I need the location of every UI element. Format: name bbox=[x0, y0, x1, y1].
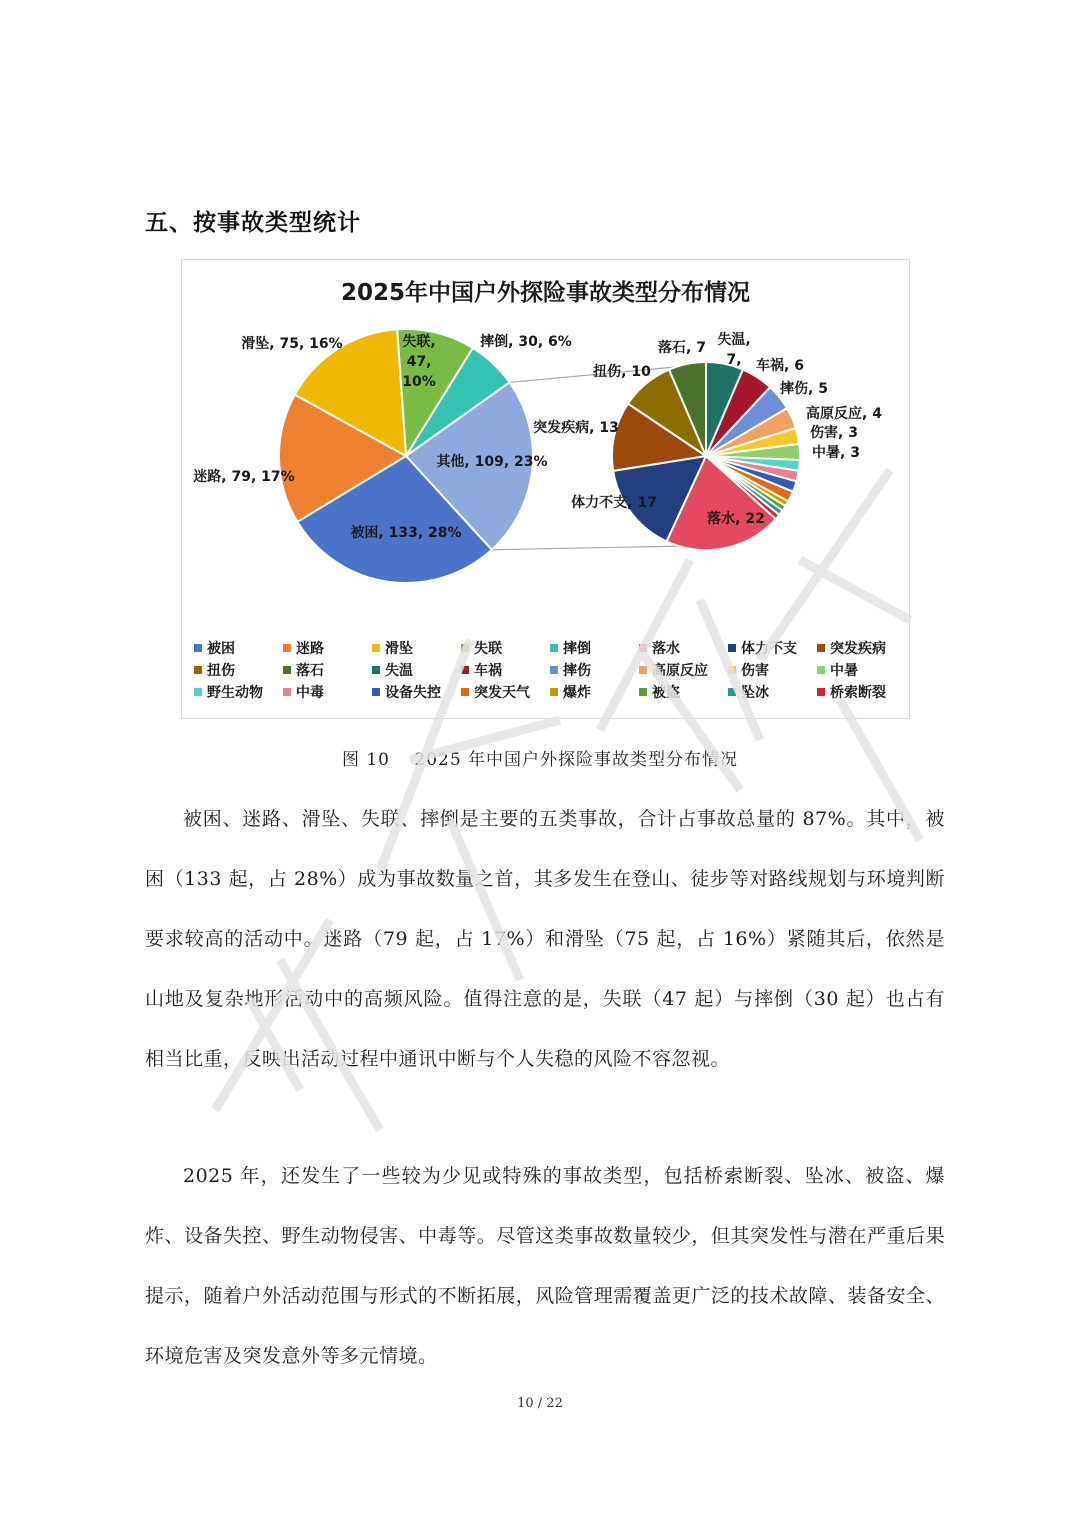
legend-item bbox=[461, 660, 502, 680]
data-label: 体力不支, 17 bbox=[571, 495, 657, 511]
legend-swatch bbox=[194, 688, 202, 696]
data-label: 突发疾病, 13 bbox=[533, 420, 619, 436]
data-label: 迷路, 79, 17% bbox=[193, 469, 295, 485]
legend-swatch bbox=[550, 688, 558, 696]
legend-item bbox=[817, 638, 886, 658]
legend-swatch bbox=[639, 666, 647, 674]
legend-swatch bbox=[372, 644, 380, 652]
legend-item bbox=[817, 682, 886, 702]
legend-item bbox=[817, 660, 858, 680]
legend-item bbox=[639, 682, 680, 702]
legend-swatch bbox=[639, 644, 647, 652]
legend-label: 突发天气 bbox=[474, 685, 530, 701]
legend-label: 体力不支 bbox=[741, 641, 797, 657]
legend-swatch bbox=[817, 688, 825, 696]
legend-swatch bbox=[194, 644, 202, 652]
legend-label: 爆炸 bbox=[563, 685, 591, 701]
data-label: 摔伤, 5 bbox=[780, 381, 828, 397]
legend-swatch bbox=[817, 644, 825, 652]
legend-item bbox=[639, 660, 708, 680]
legend-label: 中暑 bbox=[830, 663, 858, 679]
data-label: 高原反应, 4 bbox=[806, 406, 882, 422]
legend-item bbox=[194, 638, 235, 658]
data-label: 47, bbox=[406, 354, 432, 370]
legend-label: 失联 bbox=[474, 641, 502, 657]
data-label: 摔倒, 30, 6% bbox=[480, 334, 572, 350]
legend-item bbox=[728, 638, 797, 658]
legend-swatch bbox=[372, 688, 380, 696]
pie-chart bbox=[181, 259, 910, 719]
legend-label: 伤害 bbox=[741, 663, 769, 679]
legend-item bbox=[283, 660, 324, 680]
data-label: 滑坠, 75, 16% bbox=[241, 336, 343, 352]
legend-item bbox=[194, 682, 263, 702]
legend-item bbox=[639, 638, 680, 658]
legend-swatch bbox=[728, 644, 736, 652]
legend-swatch bbox=[283, 644, 291, 652]
legend-label: 野生动物 bbox=[207, 685, 263, 701]
legend-item bbox=[461, 682, 530, 702]
data-label: 伤害, 3 bbox=[810, 425, 858, 441]
legend-label: 摔倒 bbox=[563, 641, 591, 657]
legend-label: 落水 bbox=[652, 641, 680, 657]
legend-label: 被盗 bbox=[652, 685, 680, 701]
legend-swatch bbox=[461, 688, 469, 696]
legend-label: 失温 bbox=[385, 663, 413, 679]
legend-item bbox=[194, 660, 235, 680]
legend-label: 迷路 bbox=[296, 641, 324, 657]
legend-item bbox=[550, 638, 591, 658]
legend-swatch bbox=[550, 666, 558, 674]
legend-label: 摔伤 bbox=[563, 663, 591, 679]
legend-item bbox=[728, 682, 769, 702]
figure-caption: 图 10 2025 年中国户外探险事故类型分布情况 bbox=[341, 750, 739, 770]
legend-label: 突发疾病 bbox=[830, 641, 886, 657]
legend-label: 被困 bbox=[207, 641, 235, 657]
section-title: 五、按事故类型统计 bbox=[145, 210, 361, 236]
data-label: 失联, bbox=[402, 334, 436, 350]
legend-item bbox=[283, 638, 324, 658]
body-paragraph-2: 2025 年，还发生了一些较为少见或特殊的事故类型，包括桥索断裂、坠冰、被盗、爆炸、设备失控、野生动物侵害、中毒等。尽管这类事故数量较少，但其突发性与潜在严重后果提示，随着户外活动范围与形式的不断拓展，风险管理需覆盖更广泛的技术故障、装备安全、环境危害及突发意外等多元情境。 bbox=[145, 1165, 945, 1367]
data-label: 失温, bbox=[717, 332, 751, 348]
data-label: 落水, 22 bbox=[707, 511, 765, 527]
legend-item bbox=[550, 682, 591, 702]
legend-swatch bbox=[550, 644, 558, 652]
legend-label: 中毒 bbox=[296, 685, 324, 701]
legend-item bbox=[461, 638, 502, 658]
legend-swatch bbox=[461, 666, 469, 674]
legend-label: 高原反应 bbox=[652, 663, 708, 679]
data-label: 落石, 7 bbox=[658, 340, 706, 356]
data-label: 10% bbox=[402, 374, 436, 390]
legend-label: 车祸 bbox=[474, 663, 502, 679]
legend-label: 落石 bbox=[296, 663, 324, 679]
chart-title: 2025年中国户外探险事故类型分布情况 bbox=[340, 280, 750, 306]
legend-item bbox=[372, 638, 413, 658]
legend-item bbox=[372, 682, 441, 702]
legend-label: 扭伤 bbox=[207, 663, 235, 679]
legend-swatch bbox=[372, 666, 380, 674]
data-label: 中暑, 3 bbox=[812, 445, 860, 461]
legend-label: 设备失控 bbox=[385, 685, 441, 701]
data-label: 被困, 133, 28% bbox=[350, 525, 462, 541]
legend-swatch bbox=[639, 688, 647, 696]
legend-swatch bbox=[728, 688, 736, 696]
legend-swatch bbox=[283, 666, 291, 674]
legend-swatch bbox=[817, 666, 825, 674]
legend-item bbox=[283, 682, 324, 702]
legend-item bbox=[372, 660, 413, 680]
data-label: 车祸, 6 bbox=[756, 358, 804, 374]
data-label: 7, bbox=[726, 352, 742, 368]
connector-line bbox=[492, 546, 686, 550]
body-paragraph-1: 被困、迷路、滑坠、失联、摔倒是主要的五类事故，合计占事故总量的 87%。其中，被困（133 起，占 28%）成为事故数量之首，其多发生在登山、徒步等对路线规划与环境判断要求较高的活动中。迷路（79 起，占 17%）和滑坠（75 起，占 16%）紧随其后，依然是山地及复杂地形活动中的高频风险。值得注意的是，失联（47 起）与摔倒（30 起）也占有相当比重，反映出活动过程中通讯中断与个人失稳的风险不容忽视。 bbox=[145, 808, 945, 1070]
data-label: 其他, 109, 23% bbox=[436, 454, 548, 470]
legend-swatch bbox=[728, 666, 736, 674]
legend-item bbox=[550, 660, 591, 680]
legend-swatch bbox=[194, 666, 202, 674]
legend-label: 坠冰 bbox=[741, 685, 769, 701]
legend-label: 桥索断裂 bbox=[830, 685, 886, 701]
page-number: 10 / 22 bbox=[517, 1396, 563, 1411]
legend-label: 滑坠 bbox=[385, 641, 413, 657]
data-label: 扭伤, 10 bbox=[593, 364, 651, 380]
legend-item bbox=[728, 660, 769, 680]
legend-swatch bbox=[283, 688, 291, 696]
legend-swatch bbox=[461, 644, 469, 652]
